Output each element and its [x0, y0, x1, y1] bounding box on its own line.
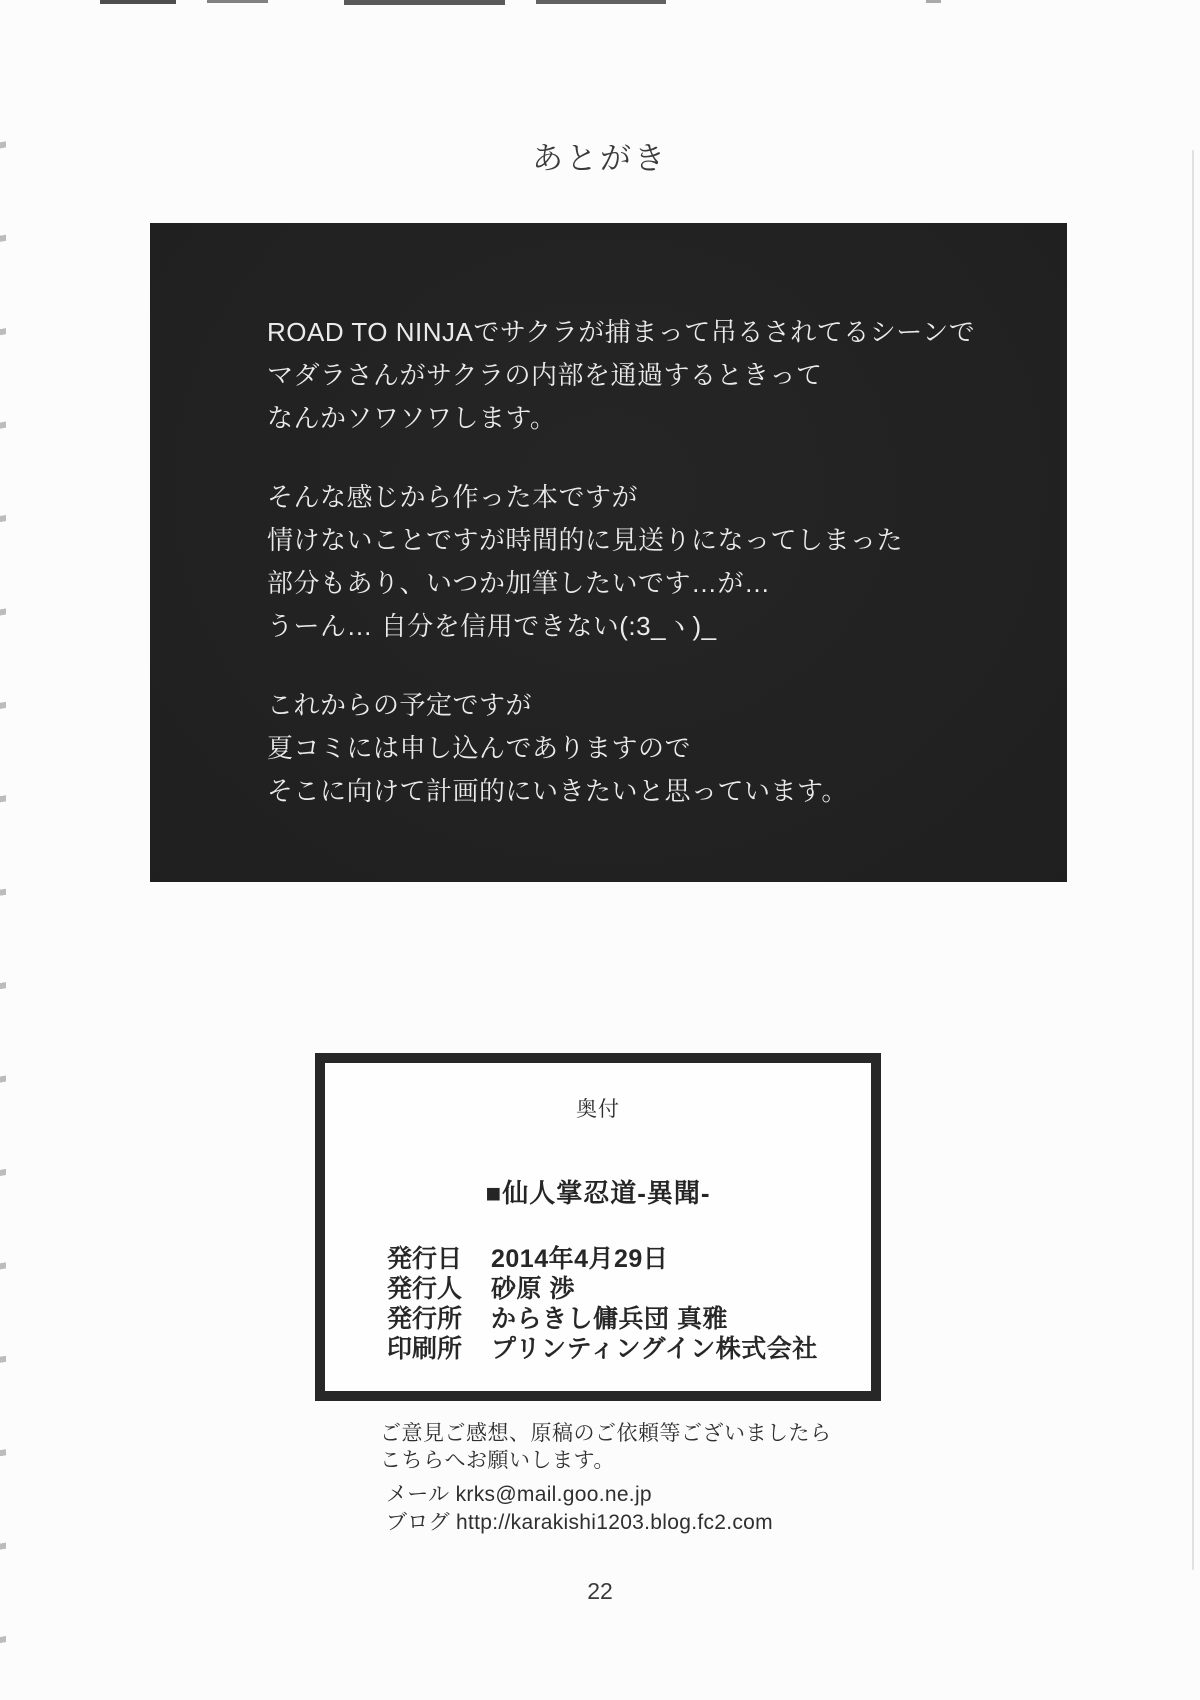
scan-artifact [536, 0, 666, 4]
scan-artifact-right-edge [1192, 150, 1194, 1570]
afterword-text [267, 311, 1027, 813]
contact-note-line-1: ご意見ご感想、原稿のご依頼等ございましたら [380, 1422, 832, 1445]
afterword-line: これからの予定ですが [267, 690, 533, 720]
colophon-row-value: 2014年4月29日 [491, 1245, 669, 1273]
colophon-row [387, 1244, 871, 1274]
colophon-row-value: 砂原 渉 [491, 1275, 575, 1303]
colophon-heading: 奥付 [576, 1098, 620, 1121]
colophon-row-label: 発行所 [387, 1305, 463, 1333]
colophon-rows [387, 1244, 871, 1364]
scan-artifact [207, 0, 268, 3]
afterword-line: うーん… 自分を信用できない(:3_ヽ)_ [267, 611, 717, 641]
afterword-line: なんかソワソワします。 [267, 403, 557, 433]
scan-artifact-top-edge [0, 0, 1200, 8]
colophon-row-label: 発行人 [387, 1275, 463, 1303]
afterword-box [150, 223, 1067, 882]
colophon-row [387, 1334, 871, 1364]
colophon-row-value: からきし傭兵団 真雅 [491, 1305, 728, 1333]
contact-block [380, 1420, 832, 1537]
book-title: ■仙人掌忍道-異聞- [485, 1178, 711, 1208]
colophon-row-label: 発行日 [387, 1245, 463, 1273]
colophon-box [315, 1053, 881, 1401]
email-label: メール [386, 1483, 450, 1506]
blog-url: http://karakishi1203.blog.fc2.com [456, 1511, 773, 1534]
afterword-line: 夏コミには申し込んでありますので [267, 733, 692, 763]
contact-links [386, 1481, 832, 1537]
afterword-line: 部分もあり、いつか加筆したいです…が… [267, 568, 771, 598]
contact-note [380, 1420, 832, 1474]
colophon-row [387, 1274, 871, 1304]
contact-blog-line [386, 1509, 832, 1537]
blog-label: ブログ [386, 1511, 450, 1534]
colophon-row-label: 印刷所 [387, 1335, 463, 1363]
contact-note-line-2: こちらへお願いします。 [380, 1449, 615, 1472]
afterword-line [267, 648, 1027, 684]
afterword-line: ROAD TO NINJAでサクラが捕まって吊るされてるシーンで [267, 317, 976, 347]
email-address: krks@mail.goo.ne.jp [455, 1483, 652, 1506]
contact-email-line [386, 1481, 832, 1509]
scan-artifact [344, 0, 505, 5]
scan-artifact [926, 0, 941, 3]
afterword-line: 情けないことですが時間的に見送りになってしまった [267, 525, 904, 555]
afterword-line: そんな感じから作った本ですが [267, 482, 639, 512]
colophon-row [387, 1304, 871, 1334]
scan-artifact [100, 0, 176, 4]
page-title: あとがき [532, 141, 668, 176]
scan-artifact-left-margin [0, 55, 6, 1655]
afterword-line [267, 440, 1027, 476]
colophon-row-value: プリンティングイン株式会社 [491, 1335, 818, 1363]
afterword-line: マダラさんがサクラの内部を通過するときって [267, 360, 823, 390]
afterword-line: そこに向けて計画的にいきたいと思っています。 [267, 776, 848, 806]
page-number: 22 [587, 1578, 613, 1604]
